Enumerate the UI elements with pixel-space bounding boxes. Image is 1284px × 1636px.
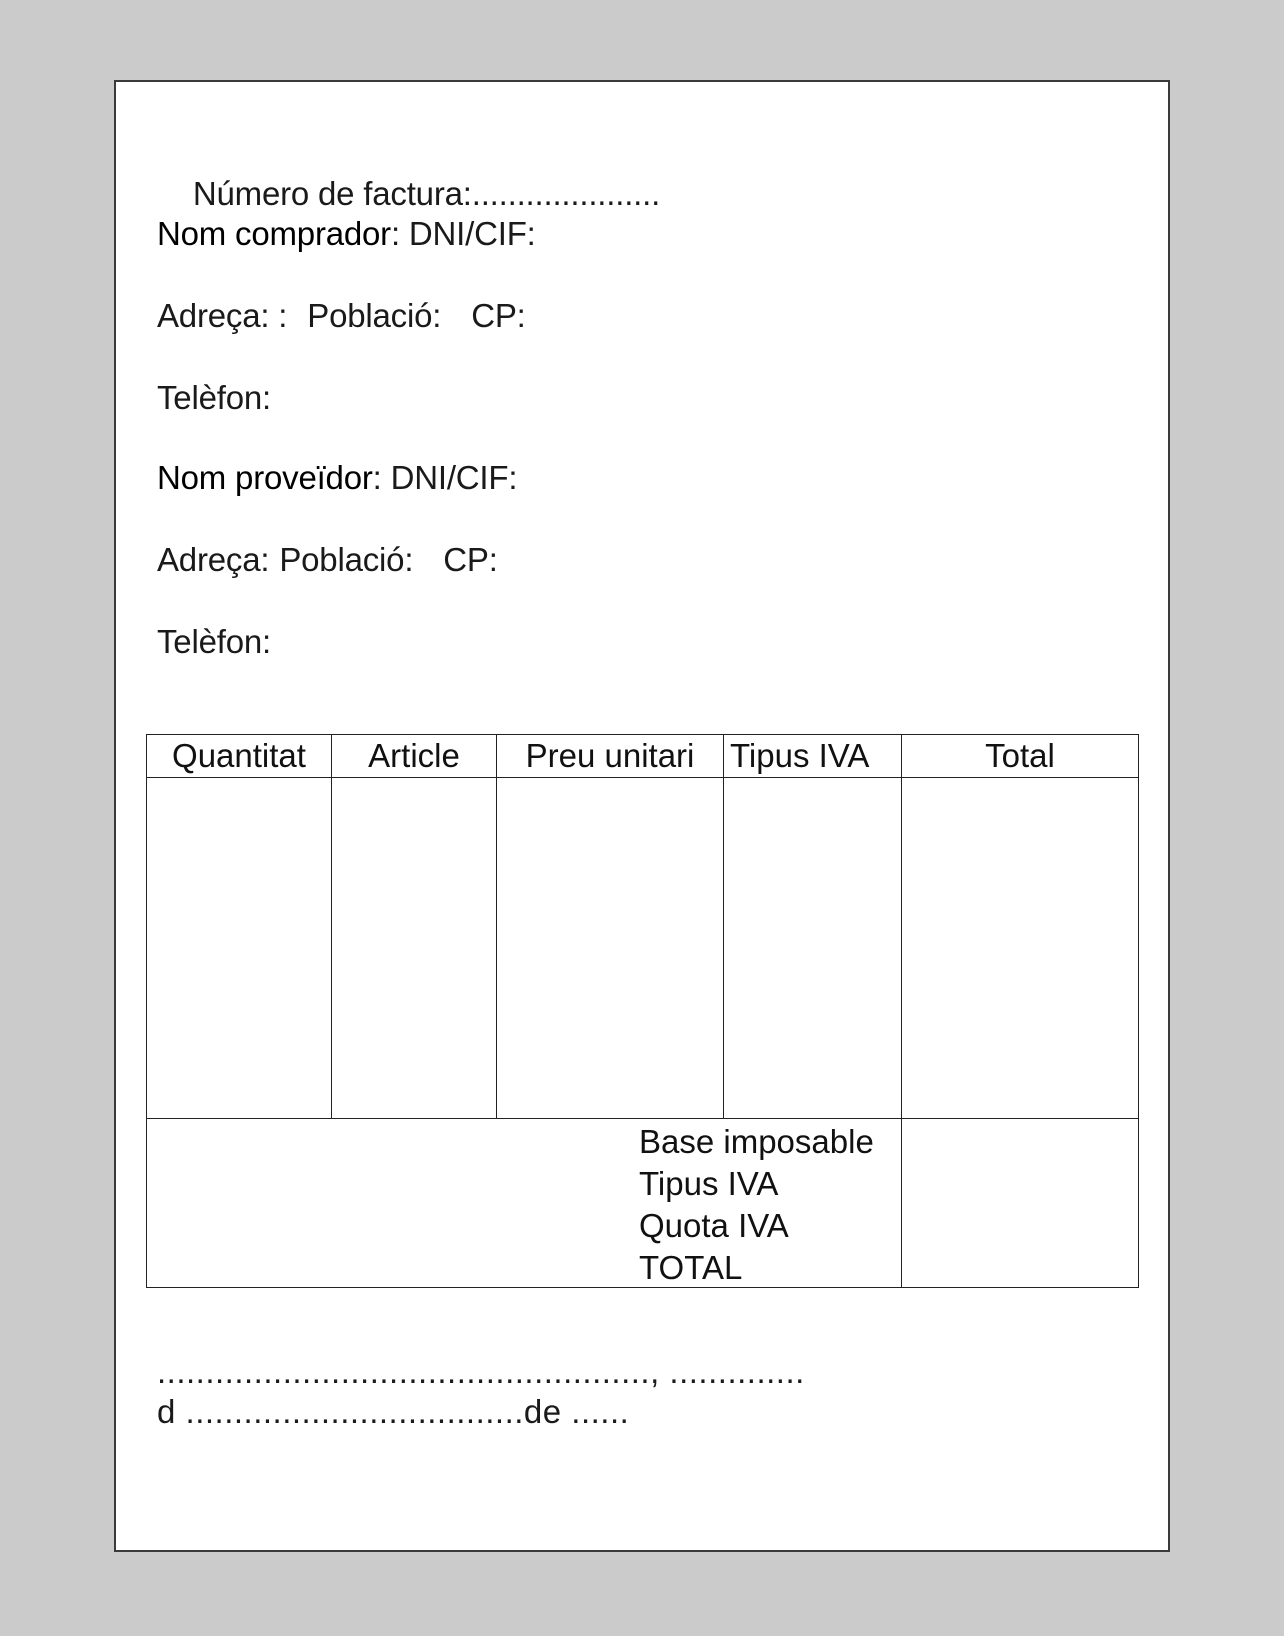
buyer-phone-row bbox=[157, 378, 271, 418]
summary-label-taxable-base: Base imposable bbox=[639, 1123, 874, 1160]
buyer-city-label: Població: bbox=[307, 297, 442, 334]
vat-type-cell[interactable] bbox=[724, 778, 902, 1119]
supplier-phone-label: Telèfon: bbox=[157, 623, 271, 660]
supplier-name-row bbox=[157, 458, 517, 498]
summary-label-vat-type: Tipus IVA bbox=[639, 1165, 779, 1202]
total-cell[interactable] bbox=[902, 778, 1139, 1119]
items-body-row bbox=[147, 778, 1139, 1119]
article-cell[interactable] bbox=[332, 778, 497, 1119]
supplier-postcode-label: CP: bbox=[443, 541, 498, 578]
column-header-unit-price: Preu unitari bbox=[497, 735, 724, 778]
invoice-sheet bbox=[114, 80, 1170, 1552]
quantity-cell[interactable] bbox=[147, 778, 332, 1119]
supplier-address-row bbox=[157, 540, 498, 580]
buyer-name-label: Nom comprador bbox=[157, 215, 391, 252]
column-header-total: Total bbox=[902, 735, 1139, 778]
summary-values-cell[interactable] bbox=[902, 1119, 1139, 1288]
supplier-name-label: Nom proveïdor bbox=[157, 459, 373, 496]
summary-labels bbox=[639, 1121, 874, 1289]
summary-row bbox=[147, 1119, 1139, 1288]
summary-label-total: TOTAL bbox=[639, 1249, 743, 1286]
buyer-address-label: Adreça: : bbox=[157, 297, 288, 334]
buyer-id-label: : DNI/CIF: bbox=[390, 215, 536, 252]
summary-labels-cell bbox=[147, 1119, 902, 1288]
column-header-article: Article bbox=[332, 735, 497, 778]
column-header-vat-type: Tipus IVA bbox=[724, 735, 902, 778]
buyer-address-row bbox=[157, 296, 526, 336]
supplier-address-label: Adreça: bbox=[157, 541, 270, 578]
items-table bbox=[146, 734, 1139, 1288]
buyer-name-row bbox=[157, 214, 536, 254]
unit-price-cell[interactable] bbox=[497, 778, 724, 1119]
column-header-quantity: Quantitat bbox=[147, 735, 332, 778]
summary-label-vat-amount: Quota IVA bbox=[639, 1207, 789, 1244]
invoice-number-label: Número de factura:..................... bbox=[192, 175, 661, 212]
place-date-line: ..................................................., .............. bbox=[157, 1353, 805, 1390]
supplier-phone-row bbox=[157, 622, 271, 662]
items-header-row bbox=[147, 735, 1139, 778]
supplier-city-label: Població: bbox=[279, 541, 414, 578]
buyer-phone-label: Telèfon: bbox=[157, 379, 271, 416]
date-line: d ...................................de ...... bbox=[157, 1393, 630, 1430]
supplier-id-label: : DNI/CIF: bbox=[372, 459, 518, 496]
buyer-postcode-label: CP: bbox=[471, 297, 526, 334]
